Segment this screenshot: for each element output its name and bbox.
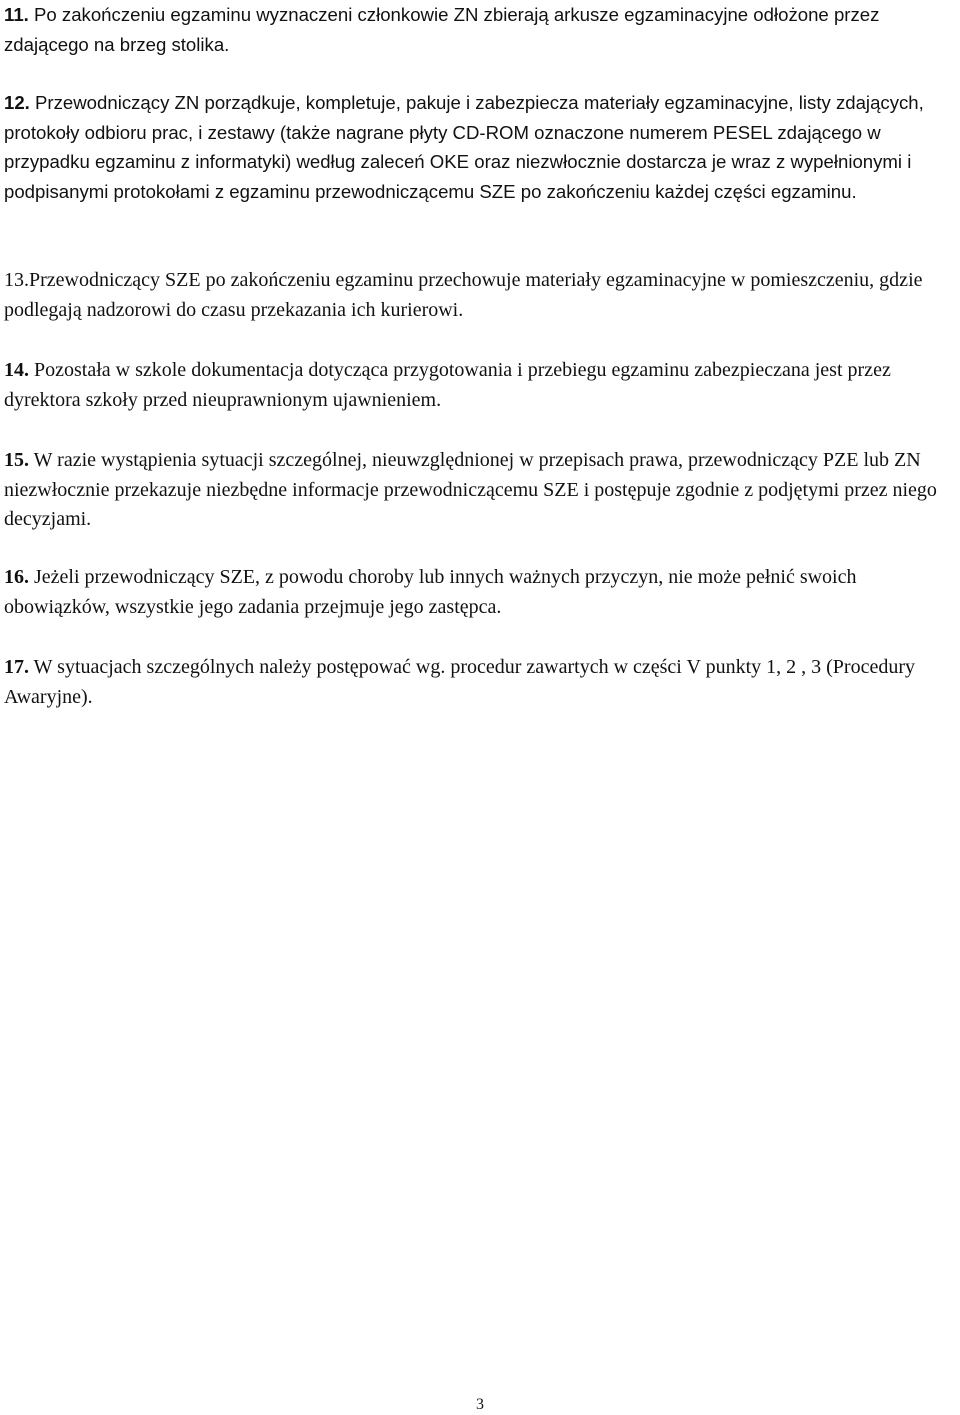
paragraph-16 xyxy=(4,563,956,622)
item-number: 16. xyxy=(4,566,29,588)
page-number: 3 xyxy=(476,1396,484,1413)
item-number: 11. xyxy=(4,4,29,25)
paragraph-15 xyxy=(4,446,956,535)
item-text: Po zakończeniu egzaminu wyznaczeni członkowie ZN zbierają arkusze egzaminacyjne odłożone przez zdającego na brzeg stolika. xyxy=(4,4,880,55)
item-number: 17. xyxy=(4,656,29,678)
item-number: 15. xyxy=(4,449,29,471)
paragraph-14 xyxy=(4,356,956,415)
paragraph-13 xyxy=(4,266,956,325)
item-text: Przewodniczący SZE po zakończeniu egzaminu przechowuje materiały egzaminacyjne w pomieszczeniu, gdzie podlegają nadzorowi do czasu przekazania ich kurierowi. xyxy=(4,269,923,321)
item-text: W razie wystąpienia sytuacji szczególnej, nieuwzględnionej w przepisach prawa, przewodniczący PZE lub ZN niezwłocznie przekazuje niezbędne informacje przewodniczącemu SZE i postępuje zgodnie z podjętymi przez niego decyzjami. xyxy=(4,449,937,530)
item-text: Pozostała w szkole dokumentacja dotycząca przygotowania i przebiegu egzaminu zabezpieczana jest przez dyrektora szkoły przed nieuprawnionym ujawnieniem. xyxy=(4,359,891,411)
item-text: Jeżeli przewodniczący SZE, z powodu choroby lub innych ważnych przyczyn, nie może pełnić swoich obowiązków, wszystkie jego zadania przejmuje jego zastępca. xyxy=(4,566,857,618)
item-text: W sytuacjach szczególnych należy postępować wg. procedur zawartych w części V punkty 1, 2 , 3 (Procedury Awaryjne). xyxy=(4,656,915,708)
paragraph-11 xyxy=(4,0,956,59)
item-text: Przewodniczący ZN porządkuje, kompletuje, pakuje i zabezpiecza materiały egzaminacyjne, listy zdających, protokoły odbioru prac, i zestawy (także nagrane płyty CD-ROM oznaczone numerem PESEL zdającego w przypadku egzaminu z informatyki) według zaleceń OKE oraz niezwłocznie dostarcza je wraz z wypełnionymi i podpisanymi protokołami z egzaminu przewodniczącemu SZE po zakończeniu każdej części egzaminu. xyxy=(4,92,924,202)
item-number: 14. xyxy=(4,359,29,381)
paragraph-12 xyxy=(4,88,956,206)
paragraph-17 xyxy=(4,653,956,712)
item-number: 13. xyxy=(4,269,29,291)
item-number: 12. xyxy=(4,92,30,113)
